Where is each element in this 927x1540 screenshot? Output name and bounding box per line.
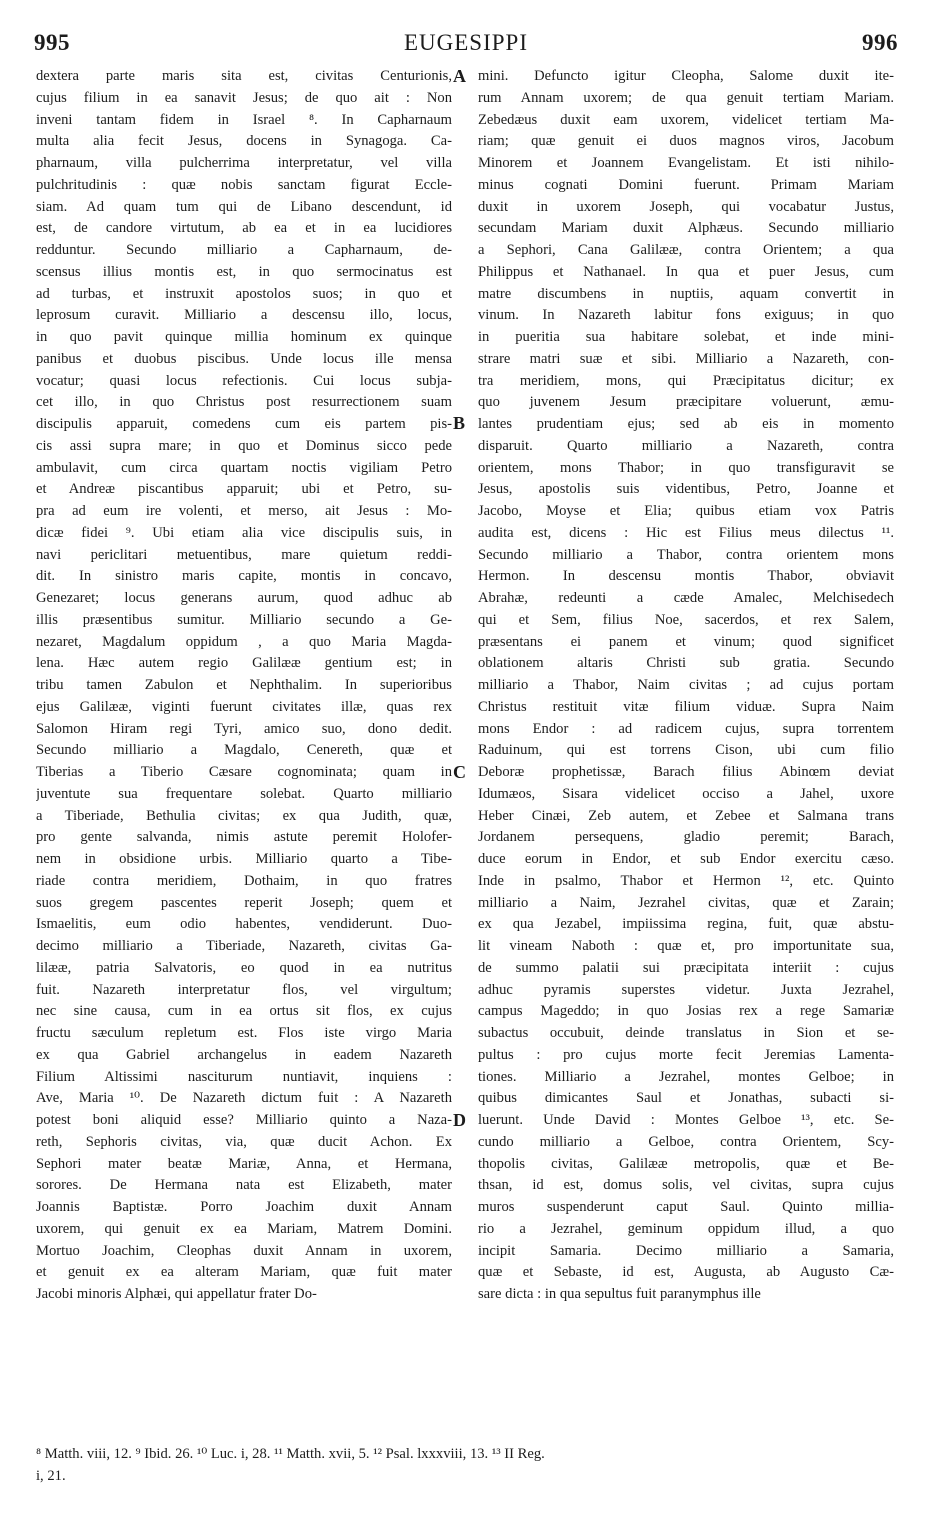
text-line: minus cognati Domini fuerunt. Primam Mariam <box>478 176 894 193</box>
margin-letter-b: B <box>453 413 466 433</box>
text-line: Ismaelitis, eum odio habentes, vendiderunt. Duo- <box>36 916 452 933</box>
text-line: sare dicta : in qua sepultus fuit paranymphus ille <box>478 1286 761 1302</box>
text-line: lantes prudentiam ejus; sed ab eis in momento <box>478 416 894 432</box>
text-line: Heber Cinæi, Zeb autem, et Zebee et Salmana trans <box>478 807 894 824</box>
text-line: cujus filium in ea sanavit Jesus; de quo ait : Non <box>36 89 452 106</box>
text-line: Ave, Maria ¹⁰. De Nazareth dictum fuit : A Nazareth <box>36 1090 452 1107</box>
text-line: quibus dimicantes Saul et Jonathas, subacti si- <box>478 1090 894 1107</box>
text-line: dit. In sinistro maris capite, montis in concavo, <box>36 568 452 585</box>
text-line: juventute sua frequentare solebat. Quarto milliario <box>36 785 452 802</box>
text-line: a Tiberiade, Bethulia civitas; ex qua Judith, quæ, <box>36 807 452 824</box>
text-line: ⁸ Matth. viii, 12. ⁹ Ibid. 26. ¹⁰ Luc. i, 28. ¹¹ Matth. xvii, 5. ¹² Psal. lxxxviii, 13. ¹³ II Reg. <box>36 1446 545 1462</box>
text-line: quo juvenem Jesum præcipitare voluerunt, æmu- <box>478 394 894 411</box>
text-line: Idumæos, Sisara videlicet occiso a Jahel, uxore <box>478 785 894 802</box>
margin-letter-a: A <box>453 66 466 86</box>
text-line: Hermon. In descensu montis Thabor, obviavit <box>478 568 894 585</box>
text-line: riam; quæ genuit ei duos magnos viros, Jacobum <box>478 133 894 150</box>
text-line: in pueritia sua habitare solebat, et inde mini- <box>478 329 894 345</box>
text-line: nem in obsidione urbis. Milliario quarto a Tibe- <box>36 851 452 867</box>
text-line: pultus : pro cujus morte fecit Jeremias Lamenta- <box>478 1046 894 1063</box>
text-line: decimo milliario a Tiberiade, Nazareth, civitas Ga- <box>36 938 452 954</box>
text-line: rum Annam uxorem; de qua genuit tertiam Mariam. <box>478 89 894 106</box>
text-line: Philippus et Nathanael. In qua et puer Jesus, cum <box>478 263 894 280</box>
text-line: in quo pavit quinque millia hominum ex quinque <box>36 329 452 345</box>
text-line: uxorem, qui genuit ex ea Mariam, Matrem Domini. <box>36 1220 452 1237</box>
text-line: oblationem altaris Christi sub gratia. Secundo <box>478 655 894 672</box>
text-line: dicæ fidei ⁹. Ubi etiam alia vice discipulis suis, in <box>36 524 452 541</box>
text-line: mini. Defuncto igitur Cleopha, Salome duxit ite- <box>478 68 894 84</box>
text-line: Jacobo, Moyse et Elia; quibus etiam vox Patris <box>478 503 894 519</box>
text-line: orientem, mons Thabor; in quo transfiguravit se <box>478 459 894 476</box>
text-line: riade contra meridiem, Dothaim, in quo fratres <box>36 872 452 889</box>
text-line: thopolis civitas, Galilææ metropolis, quæ et Be- <box>478 1155 894 1172</box>
text-line: Inde in psalmo, Thabor et Hermon ¹², etc. Quinto <box>478 872 894 889</box>
text-line: nec sine causa, cum in ea ortus sit flos, ex cujus <box>36 1003 452 1020</box>
text-line: milliario a Thabor, Naim civitas ; ad cujus portam <box>478 677 894 693</box>
text-line: est, de candore virtutum, ab ea et in ea lucidiores <box>36 220 452 237</box>
text-line: Jordanem persequens, gladio peremit; Barach, <box>478 829 894 846</box>
text-line: subactus occubuit, deinde translatus in Sion et se- <box>478 1025 894 1041</box>
text-line: leprosum curavit. Milliario a descensu illo, locus, <box>36 307 452 324</box>
page-header <box>34 30 898 64</box>
text-line: reth, Sephoris civitas, via, quæ ducit Achon. Ex <box>36 1133 452 1150</box>
text-line: Secundo milliario a Magdalo, Cenereth, quæ et <box>36 742 452 759</box>
text-line: et Andreæ piscantibus apparuit; ubi et Petro, su- <box>36 481 452 498</box>
text-line: lena. Hæc autem regio Galilææ gentium est; in <box>36 655 452 672</box>
text-line: nezaret, Magdalum oppidum , a quo Maria Magda- <box>36 633 452 650</box>
text-line: Jacobi minoris Alphæi, qui appellatur frater Do- <box>36 1286 317 1302</box>
text-line: cis assi supra mare; in quo et Dominus sicco pede <box>36 437 452 454</box>
margin-letter-c: C <box>453 762 466 782</box>
text-line: scensus illius montis est, in quo sermocinatus est <box>36 263 452 280</box>
text-line: de summo palatii sui præcipitata interiit : cujus <box>478 959 894 976</box>
text-line: pra ad eum ire volenti, et merso, ait Jesus : Mo- <box>36 503 452 519</box>
text-line: Mortuo Joachim, Cleophas duxit Annam in uxorem, <box>36 1242 452 1259</box>
text-line: Filium Altissimi nasciturum nuntiavit, inquiens : <box>36 1068 452 1085</box>
text-line: ex qua Jezabel, impiissima regina, fuit, quæ abstu- <box>478 916 894 933</box>
text-line: dextera parte maris sita est, civitas Centurionis, <box>36 68 452 84</box>
text-line: rio a Jezrahel, geminum oppidum illud, a quo <box>478 1220 894 1237</box>
page-number-left: 995 <box>34 30 70 55</box>
text-line: lilææ, patria Salvatoris, eo quod in ea nutritus <box>36 959 452 976</box>
text-line: cundo milliario a Gelboe, contra Orientem, Scy- <box>478 1133 894 1150</box>
running-title: EUGESIPPI <box>403 30 528 55</box>
text-line: Zebedæus duxit eam uxorem, videlicet tertiam Ma- <box>478 111 894 128</box>
text-line: muros suspenderunt caput Saul. Quinto millia- <box>478 1199 894 1215</box>
margin-letter-d: D <box>453 1110 466 1130</box>
text-line: ejus Galilææ, viginti fuerunt civitates illæ, quas rex <box>36 698 452 715</box>
text-line: lit vineam Naboth : quæ et, pro importunitate sua, <box>478 938 894 954</box>
text-line: Deboræ prophetissæ, Barach filius Abinœm deviat <box>478 764 894 780</box>
text-line: qui et Sem, filius Noe, sacerdos, et rex Salem, <box>478 611 894 628</box>
text-line: potest boni aliquid esse? Milliario quinto a Naza- <box>36 1112 452 1128</box>
text-line: vocatur; quasi locus refectionis. Cui locus subja- <box>36 372 452 389</box>
text-line: et genuit ex ea alteram Mariam, quæ fuit mater <box>36 1264 452 1281</box>
text-line: disparuit. Quarto milliario a Nazareth, contra <box>478 437 894 454</box>
text-line: illis præsentibus sumitur. Milliario secundo a Ge- <box>36 611 452 628</box>
text-line: audita est, dicens : Hic est Filius meus dilectus ¹¹. <box>478 524 894 541</box>
text-line: fuit. Nazareth interpretatur flos, vel virgultum; <box>36 981 452 998</box>
text-line: duce eorum in Endor, et sub Endor exercitu cæso. <box>478 851 894 867</box>
text-line: Secundo milliario a Thabor, contra orientem mons <box>478 546 894 563</box>
footnotes <box>36 1444 894 1488</box>
text-line: ex qua Gabriel archangelus in eadem Nazareth <box>36 1046 452 1063</box>
text-line: Minorem et Joannem Evangelistam. Et isti nihilo- <box>478 155 894 171</box>
text-line: ad turbas, et instruxit apostolos suos; in quo et <box>36 285 452 302</box>
text-line: luerunt. Unde David : Montes Gelboe ¹³, etc. Se- <box>478 1112 894 1128</box>
text-line: panibus et duobus piscibus. Unde locus ille mensa <box>36 350 452 367</box>
text-line: præsentans ei panem et vinum; quod significet <box>478 633 894 650</box>
text-line: siam. Ad quam tum qui de Libano descendunt, id <box>36 198 452 215</box>
text-line: pulchritudinis : quæ nobis sanctam figurat Eccle- <box>36 176 452 193</box>
text-line: inveni tantam fidem in Israel ⁸. In Capharnaum <box>36 111 452 128</box>
text-line: matre discumbens in nuptiis, aquam convertit in <box>478 285 894 302</box>
text-line: Abrahæ, redeunti a cæde Amalec, Melchisedech <box>478 590 894 606</box>
text-line: cet illo, in quo Christus post resurrectionem suam <box>36 394 452 411</box>
text-line: campus Mageddo; in quo Josias rex a rege Samariæ <box>478 1003 894 1020</box>
text-line: discipulis apparuit, comedens cum eis partem pis- <box>36 416 452 432</box>
text-line: adhuc pyramis superstes videtur. Juxta Jezrahel, <box>478 981 894 998</box>
text-line: ambulavit, cum circa quartam noctis vigiliam Petro <box>36 459 452 476</box>
text-line: Genezaret; locus generans aurum, quod adhuc ab <box>36 590 452 606</box>
text-line: incipit Samaria. Decimo milliario a Samaria, <box>478 1242 894 1259</box>
text-line: Jesus, apostolis suis videntibus, Petro, Joanne et <box>478 481 894 498</box>
text-line: a Sephori, Cana Galilææ, contra Orientem; a qua <box>478 242 894 258</box>
text-line: mons Endor : ad radicem cujus, supra torrentem <box>478 720 894 737</box>
text-line: multa alia fecit Jesus, docens in Synagoga. Ca- <box>36 133 452 150</box>
page-number-right: 996 <box>862 30 898 55</box>
text-line: Christus restituit vitæ filium viduæ. Supra Naim <box>478 698 894 715</box>
text-line: pro gente salvanda, nimis astute peremit Holofer- <box>36 829 452 846</box>
text-line: navi periclitari metuentibus, mare quietum reddi- <box>36 546 452 563</box>
text-line: redduntur. Secundo milliario a Capharnaum, de- <box>36 242 452 258</box>
text-line: tiones. Milliario a Jezrahel, montes Gelboe; in <box>478 1068 894 1085</box>
text-line: tribu tamen Zabulon et Nephthalim. In superioribus <box>36 677 452 693</box>
text-line: tra meridiem, mons, qui Præcipitatus dicitur; ex <box>478 372 894 389</box>
left-column <box>36 66 452 1306</box>
text-line: quæ et Sebaste, id est, Augusta, ab Augusto Cæ- <box>478 1264 894 1281</box>
text-line: Raduinum, qui est torrens Cison, ubi cum filio <box>478 742 894 759</box>
text-line: Joannis Baptistæ. Porro Joachim duxit Annam <box>36 1199 452 1215</box>
text-line: i, 21. <box>36 1467 66 1484</box>
text-line: Salomon Hiram regi Tyri, amico suo, dono dedit. <box>36 720 452 737</box>
text-line: thsan, id est, domus solis, vel civitas, supra cujus <box>478 1177 894 1194</box>
text-line: duxit in uxorem Joseph, qui vocabatur Justus, <box>478 198 894 215</box>
text-line: strare matri suæ et sibi. Milliario a Nazareth, con- <box>478 350 894 367</box>
right-column <box>478 66 894 1306</box>
text-line: secundam Mariam duxit Alphæus. Secundo milliario <box>478 220 894 237</box>
text-line: pharnaum, villa pulcherrima interpretatur, vel villa <box>36 155 452 171</box>
text-line: vinum. In Nazareth labitur fons exiguus; in quo <box>478 307 894 324</box>
text-line: fructu sæculum repletum est. Flos iste virgo Maria <box>36 1025 452 1041</box>
text-line: suos gregem pascentes reperit Joseph; quem et <box>36 894 452 911</box>
text-line: milliario a Naim, Jezrahel civitas, quæ et Zarain; <box>478 894 894 911</box>
text-line: Tiberias a Tiberio Cæsare cognominata; quam in <box>36 764 452 780</box>
text-line: Sephori mater beatæ Mariæ, Anna, et Hermana, <box>36 1155 452 1172</box>
text-line: sorores. De Hermana nata est Elizabeth, mater <box>36 1177 452 1194</box>
